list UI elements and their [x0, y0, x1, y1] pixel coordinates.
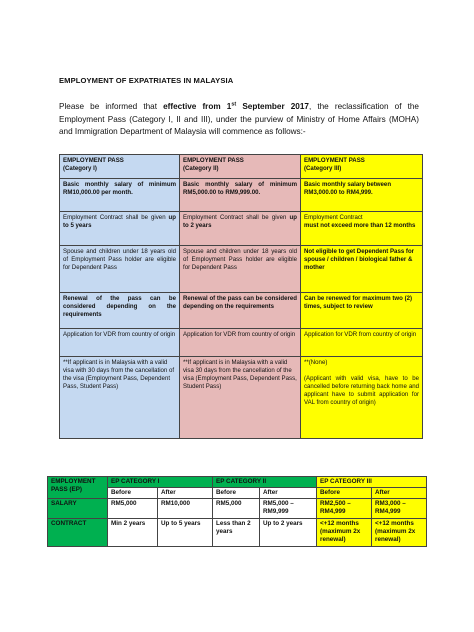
- spouse-cat-2: Spouse and children under 18 years old of Employment Pass holder are eligible for Dependent Pass: [180, 246, 301, 293]
- summary-header-cat-3: EP CATEGORY III: [317, 477, 427, 488]
- before-cat-2: Before: [213, 488, 260, 499]
- applicant-cat-1: **If applicant is in Malaysia with a valid visa with 30 days from the cancellation of the visa (Employment Pass, Dependent Pass, Student Pass): [60, 357, 180, 439]
- summary-header-cat-2: EP CATEGORY II: [213, 477, 317, 488]
- contract-cat-3: Employment Contract must not exceed more than 12 months: [301, 212, 423, 246]
- category-comparison-table: [59, 154, 423, 439]
- salary-before-cat-2: RM5,000: [213, 499, 260, 519]
- summary-header-cat-1: EP CATEGORY I: [108, 477, 213, 488]
- document-title: EMPLOYMENT OF EXPATRIATES IN MALAYSIA: [59, 76, 234, 85]
- intro-paragraph: [59, 101, 419, 139]
- salary-cat-2: Basic monthly salary of minimum RM5,000.00 to RM9,999.00.: [180, 179, 301, 212]
- spouse-cat-3: Not eligible to get Dependent Pass for spouse / children / biological father & mother: [301, 246, 423, 293]
- spouse-cat-1: Spouse and children under 18 years old of Employment Pass holder are eligible for Dependent Pass: [60, 246, 180, 293]
- contract-before-cat-1: Min 2 years: [108, 519, 158, 547]
- renewal-cat-1: Renewal of the pass can be considered depending on the requirements: [60, 293, 180, 329]
- table-row: [60, 357, 423, 439]
- intro-before: Please be informed that: [59, 102, 164, 111]
- table-header-row: [60, 155, 423, 179]
- before-cat-1: Before: [108, 488, 158, 499]
- vdr-cat-1: Application for VDR from country of origin: [60, 329, 180, 357]
- contract-after-cat-1: Up to 5 years: [158, 519, 213, 547]
- applicant-cat-3: **(None) (Applicant with valid visa, have to be cancelled before returning back home and applicant have to submit application for VAL from country of origin): [301, 357, 423, 439]
- vdr-cat-2: Application for VDR from country of origin: [180, 329, 301, 357]
- header-category-3: EMPLOYMENT PASS (Category III): [301, 155, 423, 179]
- after-cat-1: After: [158, 488, 213, 499]
- renewal-cat-3: Can be renewed for maximum two (2) times, subject to review: [301, 293, 423, 329]
- summary-table: [47, 476, 427, 547]
- table-row: [60, 329, 423, 357]
- contract-cat-1: Employment Contract shall be given up to 5 years: [60, 212, 180, 246]
- contract-cat-2: Employment Contract shall be given up to 2 years: [180, 212, 301, 246]
- summary-label-contract: CONTRACT: [48, 519, 108, 547]
- salary-after-cat-3: RM3,000 – RM4,999: [372, 499, 427, 519]
- summary-label-ep: EMPLOYMENT PASS (EP): [48, 477, 108, 499]
- salary-before-cat-3: RM2,500 – RM4,999: [317, 499, 372, 519]
- contract-before-cat-2: Less than 2 years: [213, 519, 260, 547]
- intro-after: , the reclassification of the Employment Pass (Category I, II and III), under the purview of Ministry of Home Affairs (MOHA) and Immigration Department of Malaysia will commence as follows:-: [59, 102, 419, 136]
- renewal-cat-2: Renewal of the pass can be considered depending on the requirements: [180, 293, 301, 329]
- contract-before-cat-3: <+12 months (maximum 2x renewal): [317, 519, 372, 547]
- table-row: [60, 293, 423, 329]
- before-cat-3: Before: [317, 488, 372, 499]
- table-row: [60, 246, 423, 293]
- after-cat-2: After: [260, 488, 317, 499]
- summary-header-row: [48, 477, 427, 488]
- table-row: [60, 179, 423, 212]
- contract-after-cat-3: <+12 months (maximum 2x renewal): [372, 519, 427, 547]
- vdr-cat-3: Application for VDR from country of origin: [301, 329, 423, 357]
- summary-contract-row: [48, 519, 427, 547]
- intro-effective-sup: st: [231, 101, 237, 108]
- salary-after-cat-2: RM5,000 – RM9,999: [260, 499, 317, 519]
- salary-cat-3: Basic monthly salary between RM3,000.00 to RM4,999.: [301, 179, 423, 212]
- after-cat-3: After: [372, 488, 427, 499]
- summary-label-salary: SALARY: [48, 499, 108, 519]
- applicant-cat-2: **If applicant is in Malaysia with a valid visa 30 days from the cancellation of the visa (Employment Pass, Dependent Pass, Student Pass): [180, 357, 301, 439]
- header-category-2: EMPLOYMENT PASS (Category II): [180, 155, 301, 179]
- salary-cat-1: Basic monthly salary of minimum RM10,000.00 per month.: [60, 179, 180, 212]
- salary-after-cat-1: RM10,000: [158, 499, 213, 519]
- header-category-1: EMPLOYMENT PASS (Category I): [60, 155, 180, 179]
- contract-after-cat-2: Up to 2 years: [260, 519, 317, 547]
- summary-salary-row: [48, 499, 427, 519]
- table-row: [60, 212, 423, 246]
- intro-effective-label: effective from 1st September 2017: [163, 101, 309, 111]
- salary-before-cat-1: RM5,000: [108, 499, 158, 519]
